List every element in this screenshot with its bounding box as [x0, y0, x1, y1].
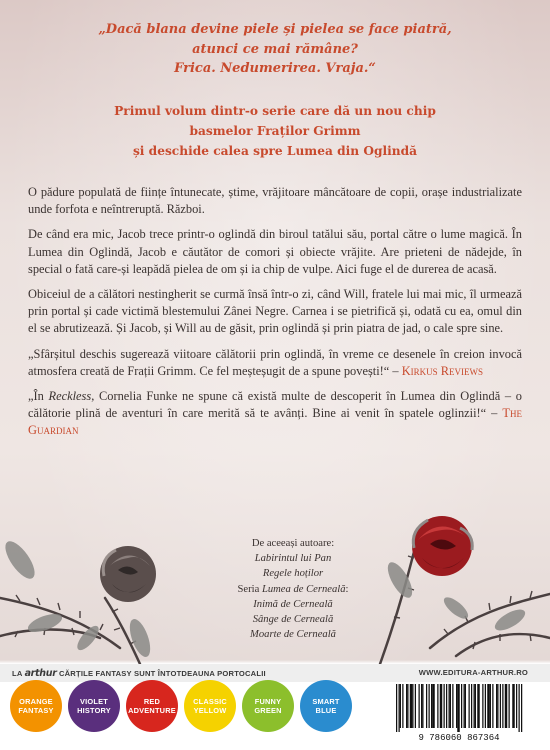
badge-red-adventure — [126, 680, 178, 732]
review-guardian-pre: „În — [28, 389, 49, 404]
barcode-bar — [509, 684, 510, 728]
review-kirkus — [28, 346, 522, 380]
publisher-logo: arthur — [24, 668, 57, 679]
barcode-bar — [400, 684, 401, 728]
barcode-bar — [514, 684, 515, 728]
blurb-paragraph-3: Obiceiul de a călători nestingherit se curmă însă într-o zi, când Will, fratele lui mai mic, îl urmează prin portal și cade victimă blestemului Zânei Negre. Carnea i se pietrifică și, odată cu ea, omul din el se abrutizează. Și Jacob, și Will au de găsit, prin oglindă și prin piatra de jad, o cale spre sine. — [28, 287, 522, 336]
barcode-bar — [479, 684, 480, 728]
badge-violet-history — [68, 680, 120, 732]
barcode-bar — [411, 684, 412, 728]
also-by-author — [218, 536, 368, 642]
slogan-text: CĂRȚILE FANTASY SUNT ÎNTOTDEAUNA PORTOCALII — [58, 669, 266, 678]
barcode-bar — [474, 684, 475, 728]
review-guardian — [28, 388, 522, 440]
rose-illustration-left — [0, 488, 190, 664]
tagline-line-1: Primul volum dintr-o serie care dă un nou chip — [114, 104, 436, 118]
barcode-bar — [465, 684, 466, 728]
also-by-heading: De aceeași autoare: — [251, 538, 335, 549]
barcode-bar — [446, 684, 447, 728]
barcode-bar — [489, 684, 490, 728]
series-suffix: : — [345, 583, 349, 595]
barcode-bar — [485, 684, 486, 728]
slogan-prefix: LA — [12, 669, 23, 678]
badge-classic-yellow — [184, 680, 236, 732]
barcode-bar — [497, 684, 498, 728]
badge-line-1: RED — [143, 697, 161, 706]
badge-orange-fantasy — [10, 680, 62, 732]
epigraph-quote — [30, 20, 520, 79]
publisher-website[interactable]: WWW.EDITURA-ARTHUR.RO — [418, 668, 528, 677]
barcode-bar — [456, 684, 457, 728]
barcode-bar — [449, 684, 450, 728]
publisher-slogan — [12, 668, 266, 679]
badge-line-2: ADVENTURE — [128, 706, 176, 715]
barcode-bar — [441, 684, 442, 728]
blurb-paragraph-2: De când era mic, Jacob trece printr-o oglindă din biroul tatălui său, portal către o lume magică. În Lumea din Oglindă, Jacob e căutător de comori și obiecte vrăjite. Are prieteni de nădejde, în special o fată care-și leapădă pielea de om și ia chip de vulpe. Aici fuge el de durerea de acasă. — [28, 227, 522, 276]
review-guardian-book-title: Reckless — [48, 389, 92, 404]
rose-illustration-right — [360, 488, 550, 664]
epigraph-line-2: atunci ce mai rămâne? — [192, 41, 358, 57]
barcode-bar — [410, 684, 411, 728]
barcode-bar — [516, 684, 517, 728]
barcode-bar — [429, 684, 430, 728]
barcode-bar — [469, 684, 470, 728]
barcode-bar — [434, 684, 435, 728]
epigraph-line-1: „Dacă blana devine piele și pielea se face piatră, — [98, 22, 452, 37]
series-name: Lumea de Cerneală — [261, 583, 346, 595]
badge-line-1: CLASSIC — [193, 697, 227, 706]
barcode-bar — [432, 684, 433, 728]
barcode-bar — [450, 684, 451, 728]
barcode-bar — [496, 684, 497, 728]
barcode-bar — [452, 684, 453, 728]
barcode-bar — [505, 684, 506, 728]
barcode-bar — [426, 684, 427, 728]
barcode-bar — [506, 684, 507, 728]
badge-line-1: SMART — [312, 697, 340, 706]
barcode-bar — [415, 684, 416, 728]
also-by-book-3: Inimă de Cerneală — [253, 598, 333, 610]
review-guardian-text: , Cornelia Funke ne spune că există multe de descoperit în Lumea din Oglindă – o călătorie plină de aventuri în care merită să te avânți. Bine ai venit în spatele oglinzii!“ – — [28, 389, 522, 421]
review-kirkus-source: Kirkus Reviews — [401, 363, 483, 378]
badge-line-2: FANTASY — [18, 706, 54, 715]
barcode-bar — [402, 684, 403, 728]
barcode-bar — [437, 684, 438, 728]
barcode-bar — [487, 684, 488, 728]
barcode-bar — [444, 684, 445, 728]
tagline-line-2: basmelor Fraților Grimm — [189, 124, 361, 138]
badge-line-1: VIOLET — [80, 697, 108, 706]
barcode-bar — [502, 684, 503, 728]
isbn-barcode — [384, 682, 534, 742]
isbn-digits: 9 786060 867364 — [418, 733, 500, 742]
barcode-bar — [406, 684, 407, 728]
barcode-bar — [490, 684, 491, 728]
barcode-bar — [471, 684, 472, 728]
badge-line-2: YELLOW — [193, 706, 227, 715]
barcode-bar — [512, 684, 513, 728]
barcode-bar — [407, 684, 408, 728]
also-by-book-5: Moarte de Cerneală — [250, 629, 336, 641]
epigraph-line-3: Frica. Nedumerirea. Vraja.“ — [174, 61, 376, 76]
badge-line-1: FUNNY — [254, 697, 282, 706]
barcode-bar — [412, 684, 413, 728]
badge-line-2: HISTORY — [77, 706, 111, 715]
barcode-bar — [431, 684, 432, 728]
blurb-paragraph-1: O pădure populată de ființe întunecate, știme, vrăjitoare mâncătoare de copii, orașe industrializate unde forfota e neîntreruptă. Război. — [28, 185, 522, 217]
also-by-series — [218, 582, 368, 597]
barcode-bar — [477, 684, 478, 728]
barcode-bar — [399, 684, 400, 732]
badge-line-2: GREEN — [254, 706, 282, 715]
barcode-bar — [521, 684, 522, 732]
series-prefix: Seria — [237, 583, 262, 595]
barcode-bar — [459, 684, 460, 732]
series-tagline — [30, 101, 520, 161]
badge-smart-blue — [300, 680, 352, 732]
barcode-bar — [396, 684, 397, 732]
review-guardian-source: The Guardian — [28, 406, 522, 438]
barcode-bar — [422, 684, 423, 728]
barcode-bar — [464, 684, 465, 728]
badge-line-1: ORANGE — [19, 697, 53, 706]
blurb — [28, 184, 522, 448]
tagline-line-3: și deschide calea spre Lumea din Oglindă — [132, 144, 418, 158]
barcode-bar — [419, 684, 420, 728]
barcode-bar — [492, 684, 493, 728]
publisher-bar — [0, 664, 550, 682]
barcode-bar — [519, 684, 520, 732]
barcode-bar — [440, 684, 441, 728]
badge-funny-green — [242, 680, 294, 732]
also-by-book-4: Sânge de Cerneală — [252, 614, 334, 626]
barcode-bar — [461, 684, 462, 728]
badge-line-2: BLUE — [315, 706, 337, 715]
barcode-bar — [500, 684, 501, 728]
review-kirkus-text: „Sfârșitul deschis sugerează viitoare călătorii prin oglindă, în vreme ce desenele în creion invocă atmosfera creată de Frații Grimm. Ce fel meșteșugit de a spune povești!“ – — [28, 346, 522, 378]
barcode-bar — [475, 684, 476, 728]
also-by-book-2: Regele hoților — [262, 568, 324, 580]
also-by-book-1: Labirintul lui Pan — [254, 553, 332, 565]
barcode-bar — [457, 684, 458, 732]
barcode-bar — [482, 684, 483, 728]
barcode-bar — [421, 684, 422, 728]
